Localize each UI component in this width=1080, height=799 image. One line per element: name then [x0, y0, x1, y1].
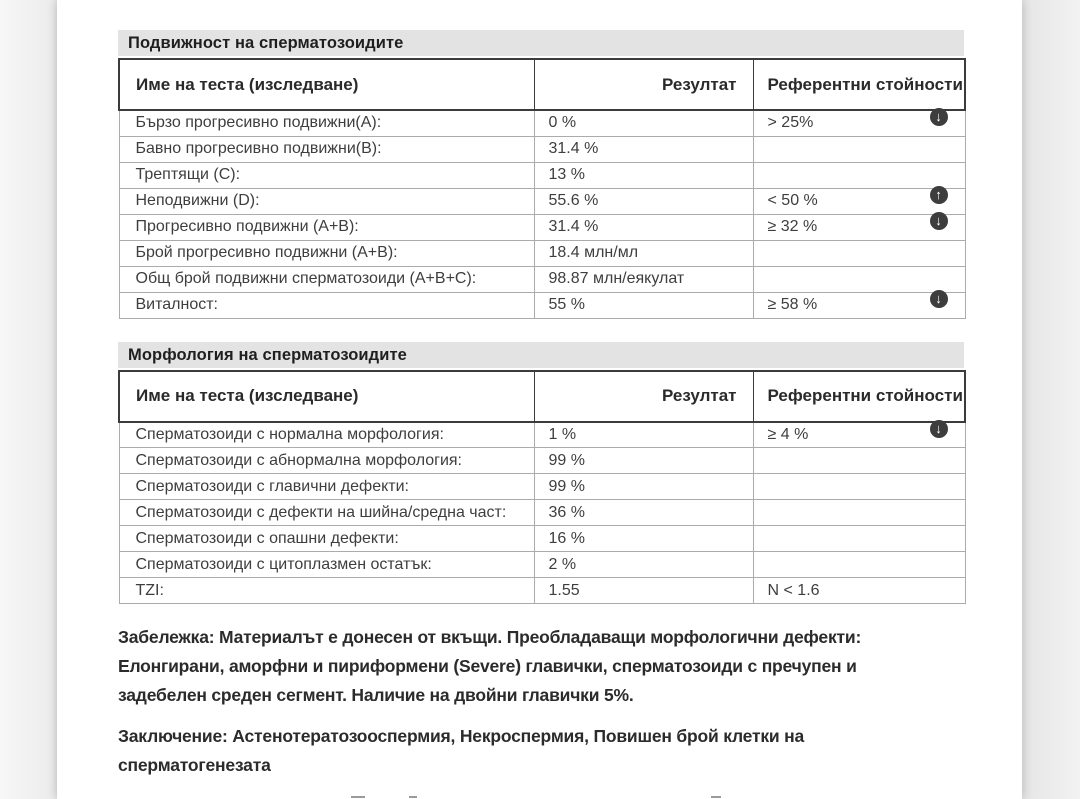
- test-name-cell: Виталност:: [119, 292, 534, 318]
- reference-cell: [753, 526, 965, 552]
- test-name-cell: Сперматозоиди с опашни дефекти:: [119, 526, 534, 552]
- table-row: [119, 110, 965, 136]
- result-section: [118, 30, 964, 319]
- result-cell: 31.4 %: [534, 214, 753, 240]
- reference-cell: [753, 240, 965, 266]
- clipped-next-line: [61, 795, 907, 799]
- test-name-cell: Трептящи (C):: [119, 162, 534, 188]
- table-row: [119, 448, 965, 474]
- column-header-test-name: Име на теста (изследване): [119, 59, 534, 110]
- section-title: Подвижност на сперматозоидите: [118, 30, 964, 56]
- result-cell: 99 %: [534, 474, 753, 500]
- result-cell: 36 %: [534, 500, 753, 526]
- result-cell: 1.55: [534, 578, 753, 604]
- result-cell: 55 %: [534, 292, 753, 318]
- test-name-cell: TZI:: [119, 578, 534, 604]
- test-name-cell: Сперматозоиди с цитоплазмен остатък:: [119, 552, 534, 578]
- result-cell: 2 %: [534, 552, 753, 578]
- down-arrow-icon: ↓: [930, 212, 948, 230]
- table-row: [119, 500, 965, 526]
- report-content: [118, 0, 964, 780]
- table-row: [119, 474, 965, 500]
- table-row: [119, 240, 965, 266]
- result-section: [118, 342, 964, 605]
- result-cell: 98.87 млн/еякулат: [534, 266, 753, 292]
- reference-cell: ≥ 58 % ↓: [753, 292, 965, 318]
- result-cell: 99 %: [534, 448, 753, 474]
- reference-cell: < 50 % ↑: [753, 188, 965, 214]
- reference-cell: [753, 474, 965, 500]
- reference-cell: > 25% ↓: [753, 110, 965, 136]
- result-cell: 1 %: [534, 422, 753, 448]
- down-arrow-icon: ↓: [930, 290, 948, 308]
- reference-cell: [753, 266, 965, 292]
- reference-cell: [753, 162, 965, 188]
- results-table: [118, 58, 966, 319]
- reference-cell: N < 1.6: [753, 578, 965, 604]
- result-cell: 13 %: [534, 162, 753, 188]
- test-name-cell: Общ брой подвижни сперматозоиди (A+B+C):: [119, 266, 534, 292]
- result-cell: 55.6 %: [534, 188, 753, 214]
- test-name-cell: Бавно прогресивно подвижни(B):: [119, 136, 534, 162]
- result-cell: 16 %: [534, 526, 753, 552]
- column-header-test-name: Име на теста (изследване): [119, 371, 534, 422]
- result-cell: 18.4 млн/мл: [534, 240, 753, 266]
- test-name-cell: Бързо прогресивно подвижни(A):: [119, 110, 534, 136]
- column-header-reference: Референтни стойности: [753, 59, 965, 110]
- column-header-reference: Референтни стойности: [753, 371, 965, 422]
- up-arrow-icon: ↑: [930, 186, 948, 204]
- result-cell: 0 %: [534, 110, 753, 136]
- reference-cell: [753, 448, 965, 474]
- table-header-row: [119, 371, 965, 422]
- results-table: [118, 370, 966, 605]
- table-row: [119, 422, 965, 448]
- reference-cell: ≥ 32 % ↓: [753, 214, 965, 240]
- table-row: [119, 578, 965, 604]
- column-header-result: Резултат: [534, 371, 753, 422]
- test-name-cell: Сперматозоиди с нормална морфология:: [119, 422, 534, 448]
- report-page: [57, 0, 1022, 799]
- test-name-cell: Прогресивно подвижни (A+B):: [119, 214, 534, 240]
- test-name-cell: Неподвижни (D):: [119, 188, 534, 214]
- table-row: [119, 162, 965, 188]
- test-name-cell: Сперматозоиди с дефекти на шийна/средна част:: [119, 500, 534, 526]
- test-name-cell: Сперматозоиди с главични дефекти:: [119, 474, 534, 500]
- table-row: [119, 526, 965, 552]
- section-title: Морфология на сперматозоидите: [118, 342, 964, 368]
- reference-cell: [753, 552, 965, 578]
- down-arrow-icon: ↓: [930, 420, 948, 438]
- result-cell: 31.4 %: [534, 136, 753, 162]
- down-arrow-icon: ↓: [930, 108, 948, 126]
- reference-cell: [753, 500, 965, 526]
- table-row: [119, 552, 965, 578]
- column-header-result: Резултат: [534, 59, 753, 110]
- table-row: [119, 136, 965, 162]
- table-header-row: [119, 59, 965, 110]
- table-row: [119, 188, 965, 214]
- conclusion-paragraph: Заключение: Астенотератозооспермия, Некроспермия, Повишен брой клетки на сперматогенезата: [118, 726, 805, 775]
- test-name-cell: Сперматозоиди с абнормална морфология:: [119, 448, 534, 474]
- test-name-cell: Брой прогресивно подвижни (A+B):: [119, 240, 534, 266]
- reference-cell: ≥ 4 % ↓: [753, 422, 965, 448]
- reference-cell: [753, 136, 965, 162]
- remark-paragraph: Забележка: Материалът е донесен от вкъщи. Преобладаващи морфологични дефекти: Елонгирани, аморфни и пириформени (Severe) главички, сперматозоиди с пречупен и задебелен среден сегмент. Наличие на двойни главички 5%.: [118, 627, 862, 705]
- table-row: [119, 214, 965, 240]
- table-row: [119, 266, 965, 292]
- table-row: [119, 292, 965, 318]
- result-sections: [118, 30, 964, 604]
